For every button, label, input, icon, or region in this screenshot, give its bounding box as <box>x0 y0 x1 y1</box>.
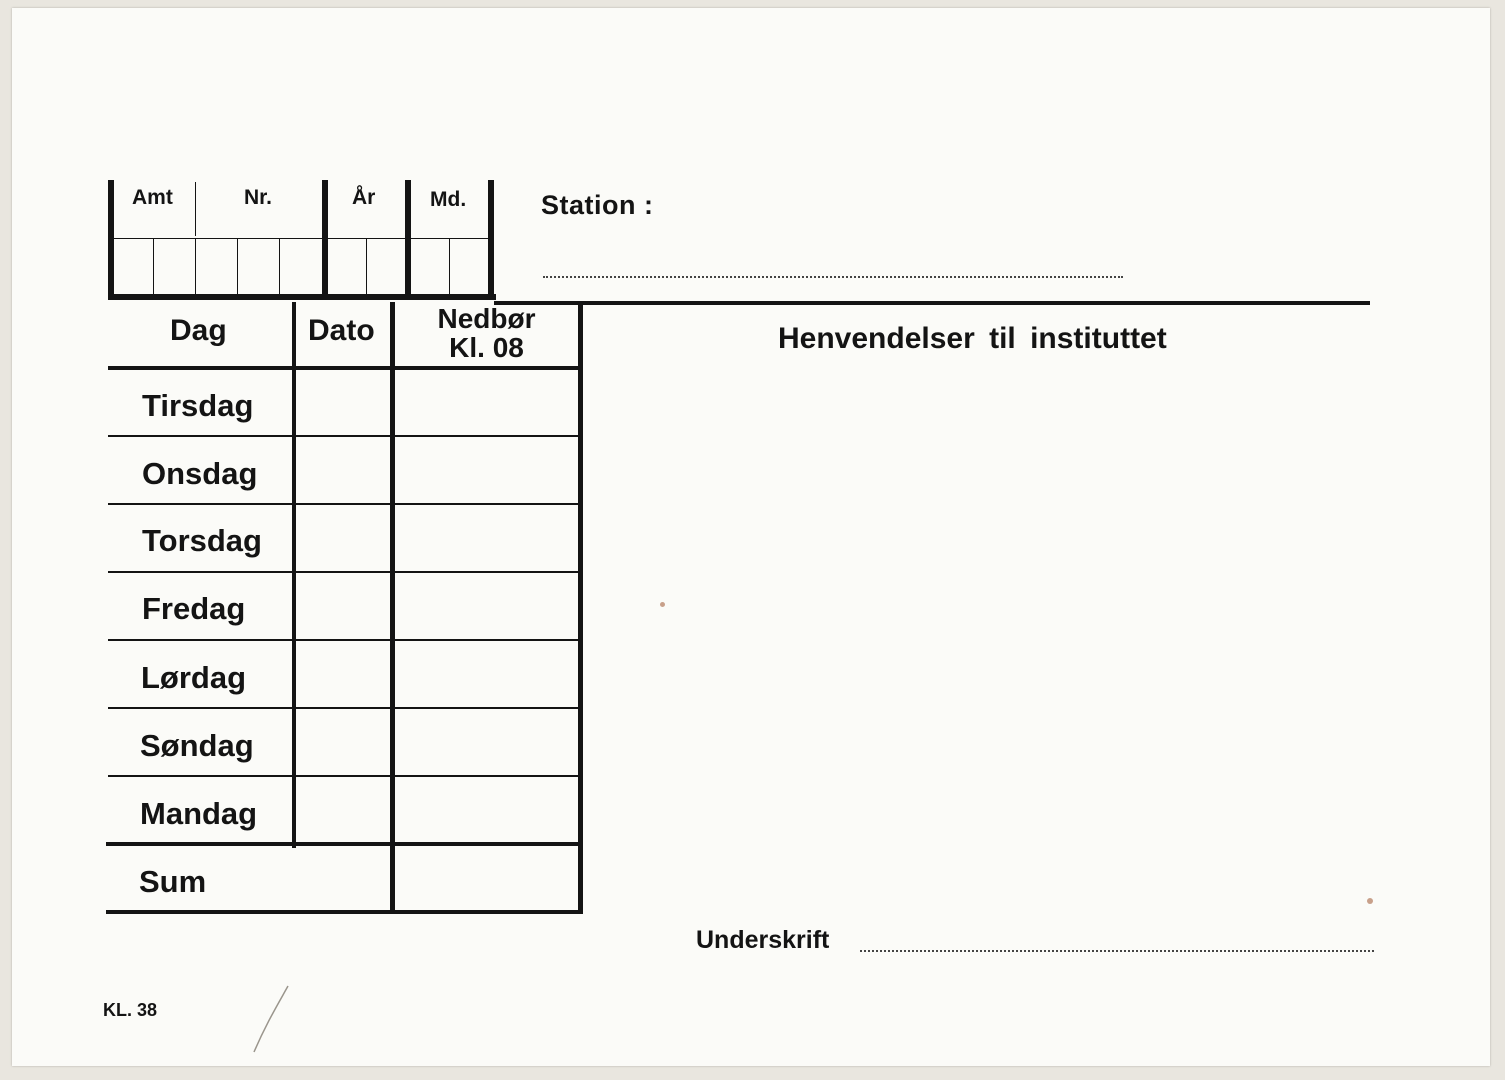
dato-cell-tirsdag[interactable] <box>296 370 390 435</box>
nedbor-cell-onsdag[interactable] <box>395 437 578 503</box>
header-rule <box>494 301 1370 305</box>
aar-label: År <box>352 186 376 209</box>
col-nedbor-line2: Kl. 08 <box>449 332 524 363</box>
day-mandag: Mandag <box>140 796 258 831</box>
aar-digit-1[interactable] <box>328 239 366 294</box>
nedbor-cell-sondag[interactable] <box>395 709 578 775</box>
dato-cell-sondag[interactable] <box>296 709 390 775</box>
md-label: Md. <box>430 188 467 211</box>
station-input-line[interactable] <box>543 276 1123 278</box>
col-nedbor-line1: Nedbør <box>437 303 536 334</box>
col-dag-header: Dag <box>170 314 227 347</box>
day-sondag: Søndag <box>140 728 254 763</box>
nedbor-cell-fredag[interactable] <box>395 573 578 639</box>
form-code: KL. 38 <box>103 1000 158 1020</box>
dato-cell-lordag[interactable] <box>296 641 390 707</box>
col-nedbor-header <box>395 304 578 362</box>
nedbor-cell-torsdag[interactable] <box>395 505 578 571</box>
paper-speck <box>1367 898 1373 904</box>
md-digit-1[interactable] <box>411 239 449 294</box>
day-tirsdag: Tirsdag <box>142 388 254 423</box>
amt-digit-2[interactable] <box>154 239 195 294</box>
md-digit-2[interactable] <box>450 239 488 294</box>
signature-line[interactable] <box>860 950 1374 952</box>
day-onsdag: Onsdag <box>142 456 258 491</box>
day-fredag: Fredag <box>142 591 246 626</box>
nedbor-cell-lordag[interactable] <box>395 641 578 707</box>
dato-cell-fredag[interactable] <box>296 573 390 639</box>
form-card <box>12 8 1490 1066</box>
col-dato-header: Dato <box>308 314 375 347</box>
day-lordag: Lørdag <box>141 660 247 695</box>
sum-label: Sum <box>139 864 207 899</box>
aar-digit-2[interactable] <box>367 239 405 294</box>
paper-speck <box>660 602 665 607</box>
notes-title: Henvendelser til instituttet <box>778 322 1167 355</box>
nedbor-cell-sum[interactable] <box>395 846 578 910</box>
nr-digit-2[interactable] <box>238 239 279 294</box>
notes-area[interactable] <box>612 378 1372 898</box>
dato-cell-onsdag[interactable] <box>296 437 390 503</box>
station-label: Station : <box>541 190 654 220</box>
nedbor-cell-tirsdag[interactable] <box>395 370 578 435</box>
nedbor-cell-mandag[interactable] <box>395 777 578 842</box>
nr-digit-3[interactable] <box>280 239 322 294</box>
nr-label: Nr. <box>244 186 273 209</box>
dato-cell-mandag[interactable] <box>296 777 390 842</box>
dato-cell-torsdag[interactable] <box>296 505 390 571</box>
day-torsdag: Torsdag <box>142 523 262 558</box>
amt-label: Amt <box>132 186 173 209</box>
nr-digit-1[interactable] <box>196 239 237 294</box>
pencil-mark <box>248 980 298 1060</box>
signature-label: Underskrift <box>696 926 830 954</box>
amt-digit-1[interactable] <box>114 239 153 294</box>
